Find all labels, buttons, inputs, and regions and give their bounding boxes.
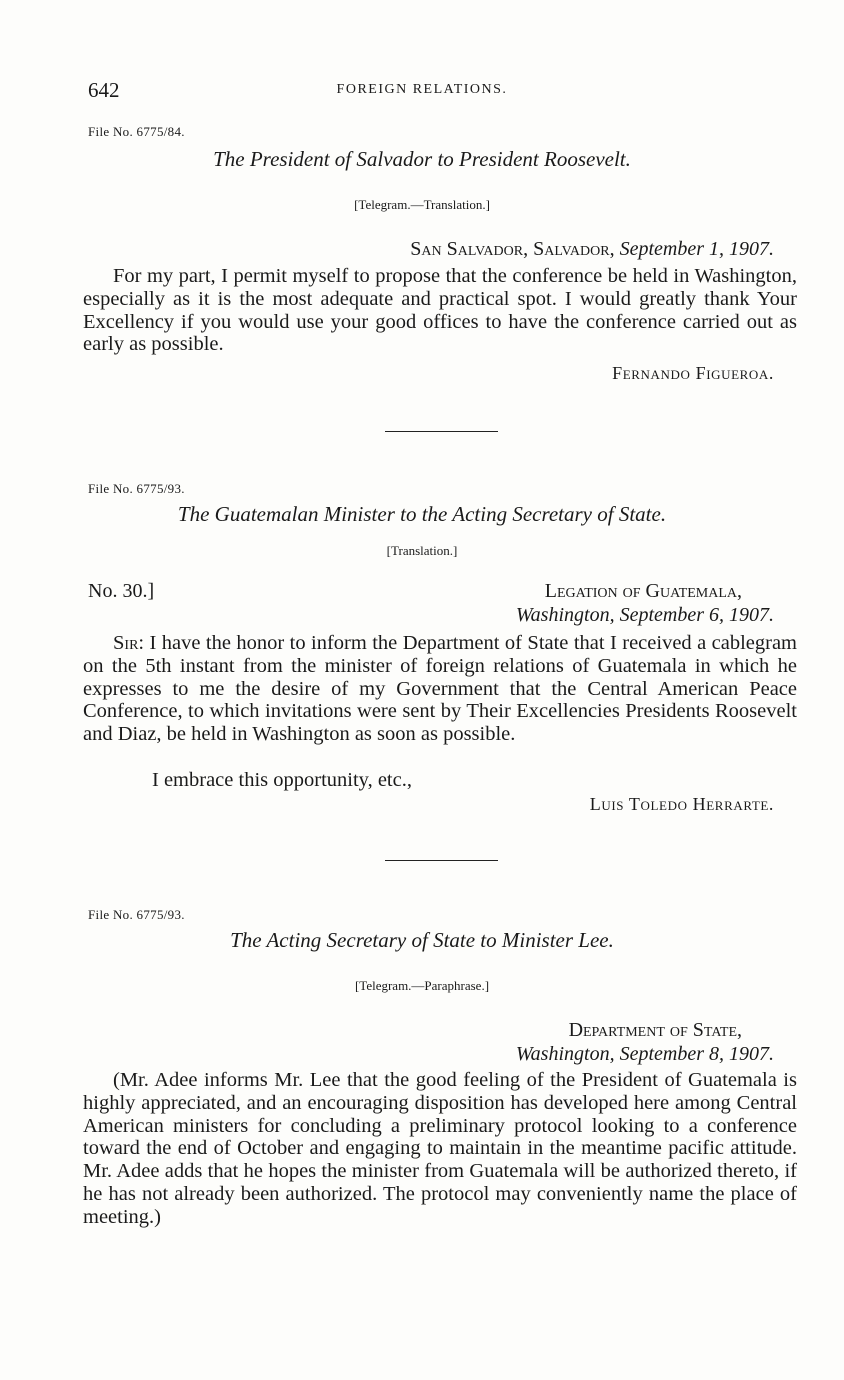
dateline-place: Legation of Guatemala, (544, 580, 742, 602)
document-note: [Telegram.—Translation.] (354, 197, 490, 212)
document-title: The President of Salvador to President Roosevelt. (213, 147, 631, 171)
page-number: 642 (88, 78, 120, 102)
dateline-city: Washington, (515, 1043, 615, 1065)
file-number: File No. 6775/93. (88, 481, 185, 496)
dateline-place: San Salvador, Salvador, (410, 238, 615, 260)
document-body: (Mr. Adee informs Mr. Lee that the good feeling of the President of Guatemala is highly appreciated, and an encouraging disposition has developed here among Central American ministers for concluding a preliminary protocol looking to a conference toward the end of October and engaging to maintain in the meantime pacific attitude. Mr. Adee adds that he hopes the minister from Guatemala will be authorized thereto, if he has not already been authorized. The protocol may conveniently name the place of meeting.) (83, 1069, 797, 1228)
section-divider (385, 431, 498, 432)
document-note: [Telegram.—Paraphrase.] (354, 978, 490, 993)
salutation: Sir (113, 632, 139, 654)
section-divider (385, 860, 498, 861)
dateline-date-line (516, 604, 774, 627)
file-number: File No. 6775/93. (88, 907, 185, 922)
signature: Fernando Figueroa. (612, 363, 774, 383)
document-note: [Translation.] (386, 543, 458, 558)
document-body (83, 632, 797, 746)
signature: Luis Toledo Herrarte. (589, 794, 774, 814)
dateline-date: September 1, 1907. (619, 238, 774, 260)
running-head: FOREIGN RELATIONS. (336, 82, 508, 97)
dateline-city: Washington, (515, 604, 615, 626)
document-body: For my part, I permit myself to propose that the conference be held in Washington, especially as it is the most adequate and practical spot. I would greatly thank Your Excellency if you would use your good offices to have the conference carried out as early as possible. (83, 265, 797, 356)
file-number: File No. 6775/84. (88, 124, 185, 139)
dateline-date-line (516, 1043, 774, 1066)
body-text: : I have the honor to inform the Department of State that I received a cablegram on the 5th instant from the minister of foreign relations of Guatemala in which he expresses to me the desire of my Government that the Central American Peace Conference, to which invitations were sent by Their Excellencies Presidents Roosevelt and Diaz, be held in Washington as soon as possible. (83, 632, 797, 746)
dateline-date: September 8, 1907. (619, 1043, 774, 1065)
reference-number: No. 30.] (88, 580, 155, 602)
dateline-date: September 6, 1907. (619, 604, 774, 626)
dateline (410, 238, 774, 261)
document-title: The Acting Secretary of State to Minister Lee. (230, 928, 614, 952)
closing: I embrace this opportunity, etc., (152, 769, 412, 791)
document-title: The Guatemalan Minister to the Acting Secretary of State. (177, 502, 667, 526)
dateline-place: Department of State, (568, 1019, 742, 1041)
